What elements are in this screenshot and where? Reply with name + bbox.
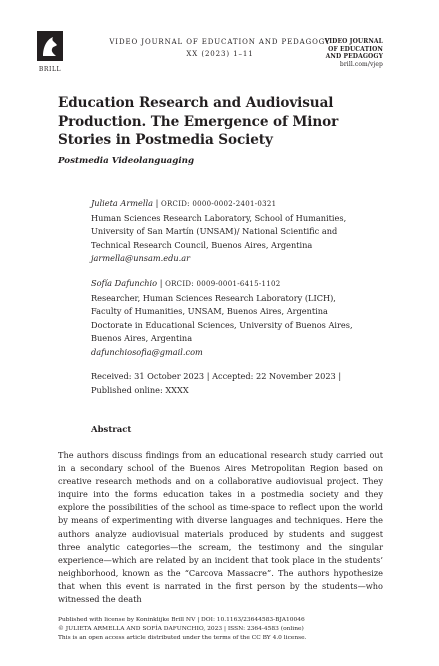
footer-open-access-line: This is an open access article distributed under the terms of the CC BY 4.0 license. bbox=[58, 635, 307, 641]
abstract-heading: Abstract bbox=[91, 425, 132, 435]
journal-logo-text bbox=[313, 38, 383, 69]
journal-logo-line-2: OF EDUCATION bbox=[328, 45, 383, 53]
author-name: Julieta Armella bbox=[91, 198, 153, 208]
journal-logo-line-3: AND PEDAGOGY bbox=[325, 53, 383, 60]
author-orcid[interactable]: ORCID: 0009-0001-6415-1102 bbox=[165, 279, 281, 288]
journal-logo-line-1: VIDEO JOURNAL bbox=[324, 38, 383, 45]
author-list bbox=[91, 197, 391, 371]
journal-header bbox=[100, 36, 340, 60]
volume-pages: XX (2023) 1–11 bbox=[186, 50, 254, 58]
article-title: Education Research and Audiovisual Production. The Emergence of Minor Stories in Postmedia Society bbox=[58, 95, 339, 148]
author-affiliation-line: Buenos Aires, Argentina bbox=[91, 333, 193, 344]
footer-license-line: Published with license by Koninklijke Brill NV | DOI: 10.1163/23644583-BJA10046 bbox=[58, 617, 305, 623]
article-subtitle: Postmedia Videolanguaging bbox=[58, 156, 195, 166]
publication-dates bbox=[91, 370, 371, 397]
author-orcid[interactable]: ORCID: 0000-0002-2401-0321 bbox=[160, 200, 277, 208]
author-email[interactable]: jarmella@unsam.edu.ar bbox=[91, 253, 191, 264]
dates-line-2: Published online: XXXX bbox=[91, 384, 189, 395]
publisher-logo bbox=[33, 30, 67, 73]
dates-line-1: Received: 31 October 2023 | Accepted: 22 November 2023 | bbox=[91, 371, 342, 381]
author-affiliation-line: Technical Research Council, Buenos Aires, Argentina bbox=[91, 239, 313, 250]
author-email[interactable]: dafunchiosofia@gmail.com bbox=[91, 346, 203, 357]
page-footer bbox=[58, 616, 388, 643]
journal-name: VIDEO JOURNAL OF EDUCATION AND PEDAGOGY bbox=[109, 38, 331, 46]
author-affiliation-line: Doctorate in Educational Sciences, University of Buenos Aires, bbox=[91, 319, 353, 330]
brill-logo-icon bbox=[36, 30, 64, 62]
abstract-text: The authors discuss findings from an educational research study carried out in a secondary school of the Buenos Aires Metropolitan Region based on creative research methods and on a collaborative audiovisual project. They inquire into the forms education takes in a postmedia society and they explore the possibilities of the school as time-space to reflect upon the world by means of experimenting with diverse languages and techniques. Here the authors analyze audiovisual materials produced by students and suggest three analytic categories—the scream, the testimony and the singular experience—which are related by an incident that took place in the students’ neighborhood, known as the “Carcova Massacre”. The authors hypothesize that when this event is narrated in the first person by the students—who witnessed the death bbox=[58, 450, 383, 605]
author-affiliation-line: Researcher, Human Sciences Research Laboratory (LICH), bbox=[91, 292, 336, 303]
author-affiliation-line: Faculty of Humanities, UNSAM, Buenos Aires, Argentina bbox=[91, 306, 328, 317]
author-block: Julieta Armella | ORCID: 0000-0002-2401-0321 Human Sciences Research Laboratory, School of Humanities, University of San Martín (UNSAM)/ National Scientific and Technical Research Council, Buenos Aires, Argentina jarmella@unsam.edu.ar bbox=[91, 197, 391, 266]
author-name: Sofía Dafunchio bbox=[91, 277, 158, 288]
footer-copyright-line: © JULIETA ARMELLA AND SOFÍA DAFUNCHIO, 2023 | ISSN: 2364-4583 (online) bbox=[58, 626, 304, 632]
publisher-label: BRILL bbox=[38, 66, 62, 73]
journal-url[interactable]: brill.com/vjep bbox=[339, 61, 383, 68]
author-affiliation-line: University of San Martín (UNSAM)/ National Scientific and bbox=[91, 226, 338, 237]
author-block: Sofía Dafunchio | ORCID: 0009-0001-6415-1102 Researcher, Human Sciences Research Laboratory (LICH), Faculty of Humanities, UNSAM, Buenos Aires, Argentina Doctorate in Educational Sciences, University of Buenos Aires, Buenos Aires, Argentina dafunchiosofia@gmail.com bbox=[91, 277, 391, 360]
author-affiliation-line: Human Sciences Research Laboratory, School of Humanities, bbox=[91, 212, 347, 223]
